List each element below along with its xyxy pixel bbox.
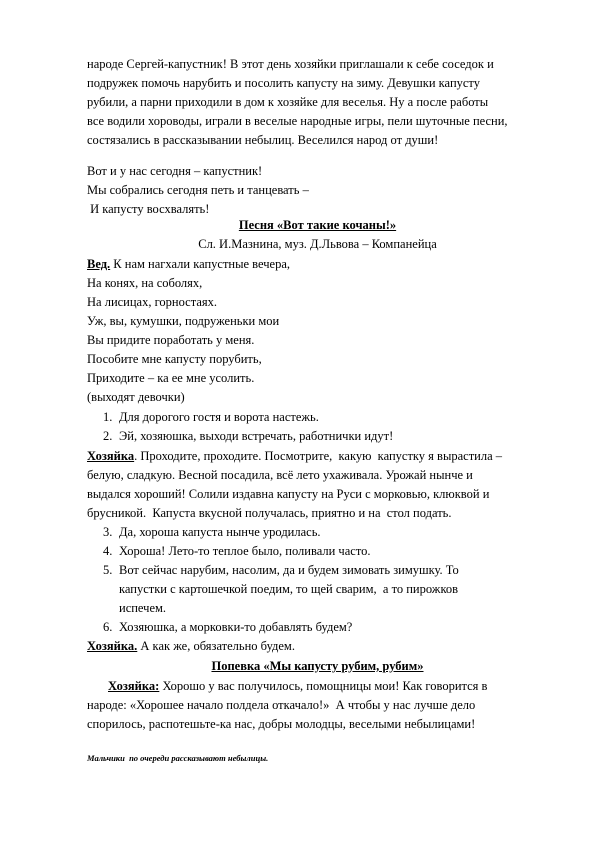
list-item: 5. Вот сейчас нарубим, насолим, да и будем зимовать зимушку. То [103,563,459,577]
hostess-line-first: Хозяйка: Хорошо у вас получилось, помощницы мои! Как говорится в [108,679,488,693]
verse-line: Вот и у нас сегодня – капустник! [87,164,263,178]
stage-direction: (выходят девочки) [87,390,185,404]
text-line: все водили хороводы, играли в веселые народные игры, пели шуточные песни, [87,114,508,128]
hostess-line: народе: «Хорошее начало полдела откачало!» А чтобы у нас лучше дело [87,698,476,712]
song-credits: Сл. И.Мазнина, муз. Д.Львова – Компанейца [198,237,437,251]
hostess-line: выдался хороший! Солили издавна капусту на Руси с морковью, клюквой и [87,487,490,501]
text-line: подружек помочь нарубить и посолить капусту на зиму. Девушки капусту [87,76,480,90]
text-line: народе Сергей-капустник! В этот день хозяйки приглашали к себе соседок и [87,57,494,71]
ved-label: Вед. [87,257,111,271]
hostess-line: спорилось, распотешьте-ка нас, добры молодцы, веселыми небылицами! [87,717,476,731]
verse-line: И капусту восхвалять! [87,202,210,216]
hostess-speech-2: Хозяйка. А как же, обязательно будем. [87,639,295,653]
ved-line: На лисицах, горностаях. [87,295,218,309]
text-line: состязались в рассказывании небылиц. Веселился народ от души! [87,133,439,147]
ved-text: К нам нагхали капустные вечера, [110,257,290,271]
hostess-label: Хозяйка. [87,639,138,653]
hostess-line: брусникой. Капуста вкусной получалась, приятно и на стол подать. [87,506,452,520]
ved-line: На конях, на соболях, [87,276,203,290]
song-title: Песня «Вот такие кочаны!» [238,218,397,232]
chant-title: Попевка «Мы капусту рубим, рубим» [211,659,424,673]
list-item: 4. Хороша! Лето-то теплое было, поливали часто. [103,544,371,558]
hostess-label: Хозяйка [87,449,135,463]
ved-line: Вы придите поработать у меня. [87,333,255,347]
ved-line: Уж, вы, кумушки, подруженьки мои [87,314,280,328]
list-item: 6. Хозяюшка, а морковки-то добавлять будем? [103,620,353,634]
hostess-line-first: Хозяйка. Проходите, проходите. Посмотрите, какую капустку я вырастила – [87,449,503,463]
list-item-continued: испечем. [119,601,167,615]
ved-line-first [87,256,290,272]
list-item: 1. Для дорогого гостя и ворота настежь. [103,410,319,424]
hostess-line: белую, сладкую. Весной посадила, всё лето ухаживала. Урожай нынче и [87,468,473,482]
list-item: 2. Эй, хозяюшка, выходи встречать, работнички идут! [103,429,394,443]
list-item: 3. Да, хороша капуста нынче уродилась. [103,525,321,539]
stage-note: Мальчики по очереди рассказывают небылицы. [87,753,269,763]
verse-line: Мы собрались сегодня петь и танцевать – [87,183,309,197]
text-line: рубили, а парни приходили в дом к хозяйке для веселья. Ну а после работы [87,95,489,109]
hostess-label: Хозяйка: [108,679,160,693]
ved-line: Пособите мне капусту порубить, [87,352,262,366]
list-item-continued: капустки с картошечкой поедим, то щей сварим, а то пирожков [119,582,459,596]
ved-line: Приходите – ка ее мне усолить. [87,371,255,385]
